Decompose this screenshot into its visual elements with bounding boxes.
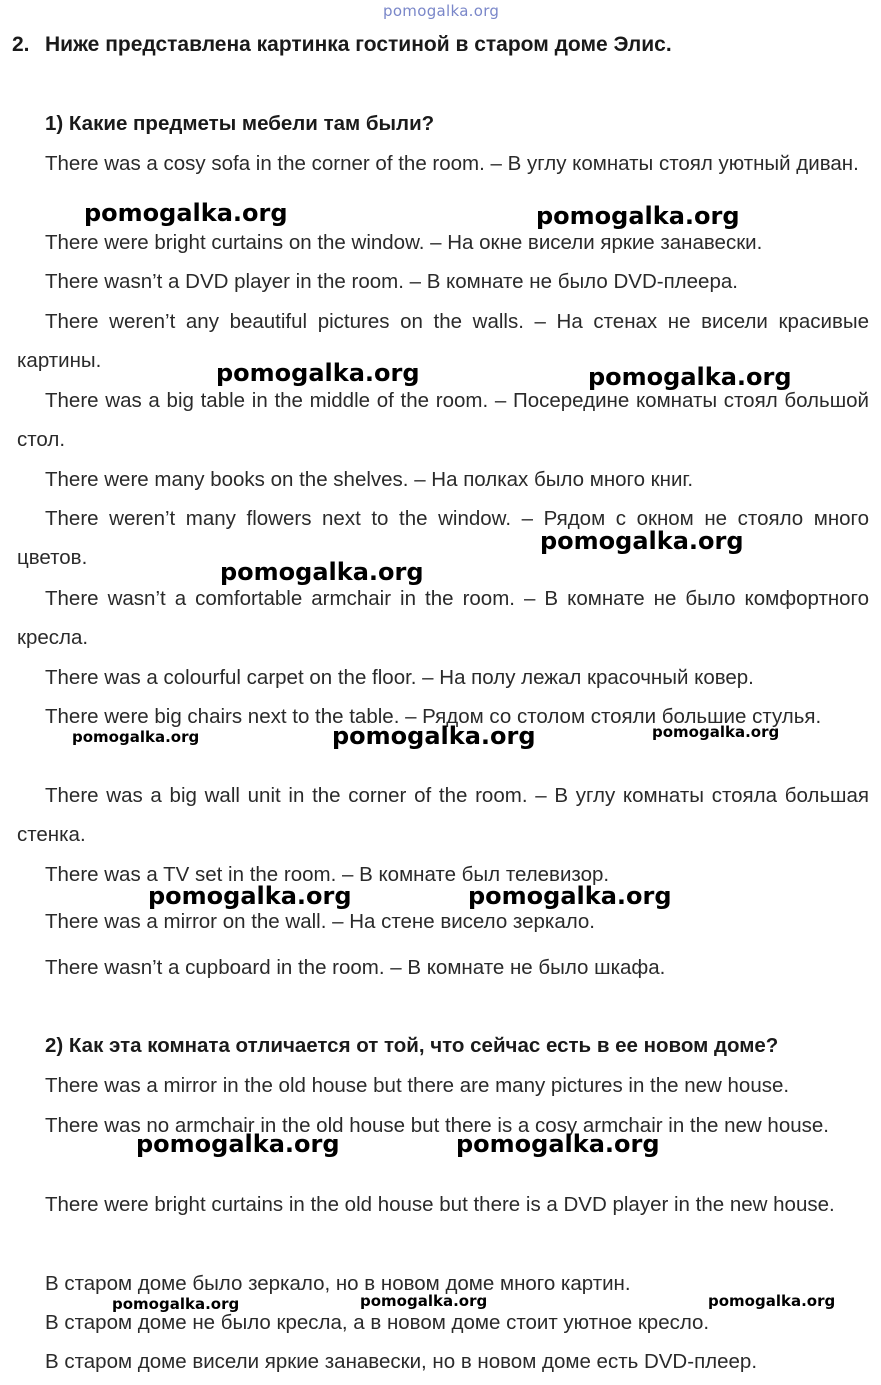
answer-sentence: There wasn’t a DVD player in the room. – В комнате не было DVD-плеера. xyxy=(45,270,738,293)
question-2: 2) Как эта комната отличается от той, что сейчас есть в ее новом доме? xyxy=(45,1034,779,1057)
watermark: pomogalka.org xyxy=(216,359,420,387)
answer-sentence: There were many books on the shelves. – На полках было много книг. xyxy=(45,468,694,491)
watermark: pomogalka.org xyxy=(220,558,424,586)
answer-sentence: There was a cosy sofa in the corner of the room. – В углу комнаты стоял уютный диван. xyxy=(45,152,859,175)
watermark: pomogalka.org xyxy=(72,728,200,746)
watermark: pomogalka.org xyxy=(540,527,744,555)
answer-sentence: В старом доме не было кресла, а в новом доме стоит уютное кресло. xyxy=(45,1311,710,1334)
watermark: pomogalka.org xyxy=(360,1292,488,1310)
watermark: pomogalka.org xyxy=(468,882,672,910)
answer-sentence: There wasn’t a cupboard in the room. – В комнате не было шкафа. xyxy=(45,956,666,979)
watermark: pomogalka.org xyxy=(456,1130,660,1158)
answer-sentence: В старом доме было зеркало, но в новом доме много картин. xyxy=(45,1272,631,1295)
watermark: pomogalka.org xyxy=(708,1292,836,1310)
answer-sentence: There weren’t many flowers next to the window. – Рядом с окном не стояло много цветов. xyxy=(17,507,869,569)
watermark: pomogalka.org xyxy=(84,199,288,227)
watermark: pomogalka.org xyxy=(652,723,780,741)
question-1: 1) Какие предметы мебели там были? xyxy=(45,112,435,135)
answer-sentence: There was a TV set in the room. – В комнате был телевизор. xyxy=(45,863,610,886)
answer-sentence: There weren’t any beautiful pictures on the walls. – На стенах не висели красивые картины. xyxy=(17,310,869,372)
answer-sentence: There were bright curtains on the window. – На окне висели яркие занавески. xyxy=(45,231,763,254)
answer-sentence: There were big chairs next to the table. – Рядом со столом стояли большие стулья. xyxy=(45,705,822,728)
answer-sentence: There was a big wall unit in the corner of the room. – В углу комнаты стояла большая стенка. xyxy=(17,784,869,846)
watermark: pomogalka.org xyxy=(332,722,536,750)
watermark: pomogalka.org xyxy=(588,363,792,391)
answer-sentence: There wasn’t a comfortable armchair in the room. – В комнате не было комфортного кресла. xyxy=(17,587,869,649)
watermark: pomogalka.org xyxy=(536,202,740,230)
watermark: pomogalka.org xyxy=(148,882,352,910)
answer-sentence: There were bright curtains in the old house but there is a DVD player in the new house. xyxy=(45,1193,835,1216)
answer-sentence: В старом доме висели яркие занавески, но в новом доме есть DVD-плеер. xyxy=(45,1350,758,1373)
answer-sentence: There was a big table in the middle of the room. – Посередине комнаты стоял большой стол. xyxy=(17,389,869,451)
answer-sentence: There was no armchair in the old house but there is a cosy armchair in the new house. xyxy=(45,1114,829,1137)
task-title: Ниже представлена картинка гостиной в старом доме Элис. xyxy=(45,33,672,56)
watermark: pomogalka.org xyxy=(136,1130,340,1158)
header-watermark: pomogalka.org xyxy=(383,2,500,20)
answer-sentence: There was a mirror on the wall. – На стене висело зеркало. xyxy=(45,910,596,933)
answer-sentence: There was a colourful carpet on the floor. – На полу лежал красочный ковер. xyxy=(45,666,754,689)
task-number: 2. xyxy=(12,33,30,56)
answer-sentence: There was a mirror in the old house but there are many pictures in the new house. xyxy=(45,1074,790,1097)
watermark: pomogalka.org xyxy=(112,1295,240,1313)
